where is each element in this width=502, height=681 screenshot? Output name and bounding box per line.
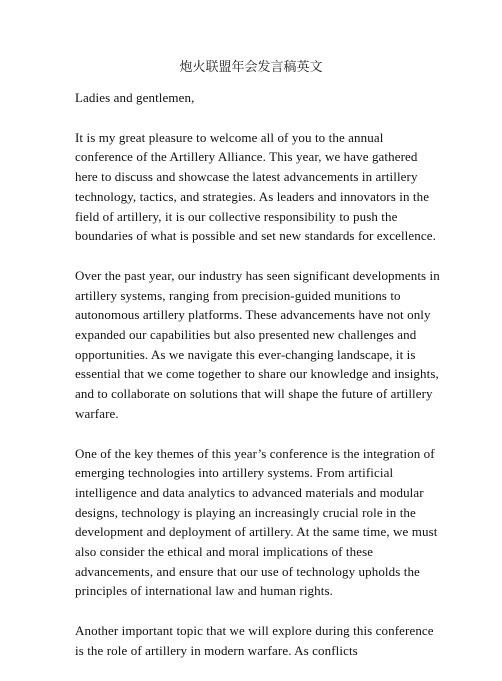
document-body bbox=[75, 88, 443, 681]
body-paragraph: It is my great pleasure to welcome all of you to the annual conference of the Artillery Alliance. This year, we have gathered here to discuss and showcase the latest advancements in artillery technology, tactics, and strategies. As leaders and innovators in the field of artillery, it is our collective responsibility to push the boundaries of what is possible and set new standards for excellence. bbox=[75, 129, 436, 244]
body-paragraph: Another important topic that we will explore during this conference is the role of artillery in modern warfare. As conflicts bbox=[75, 623, 434, 658]
body-paragraph: Over the past year, our industry has seen significant developments in artillery systems, ranging from precision-guided munitions to autonomous artillery platforms. These advancements have not only expanded our capabilities but also presented new challenges and opportunities. As we navigate this ever-changing landscape, it is essential that we come together to share our knowledge and insights, and to collaborate on solutions that will shape the future of artillery warfare. bbox=[75, 267, 440, 421]
greeting-paragraph: Ladies and gentlemen, bbox=[75, 90, 195, 105]
body-paragraph: One of the key themes of this year’s conference is the integration of emerging technologies into artillery systems. From artificial intelligence and data analytics to advanced materials and modular designs, technology is playing an increasingly crucial role in the development and deployment of artillery. At the same time, we must also consider the ethical and moral implications of these advancements, and ensure that our use of technology upholds the principles of international law and human rights. bbox=[75, 445, 438, 599]
document-title: 炮火联盟年会发言稿英文 bbox=[179, 60, 323, 75]
